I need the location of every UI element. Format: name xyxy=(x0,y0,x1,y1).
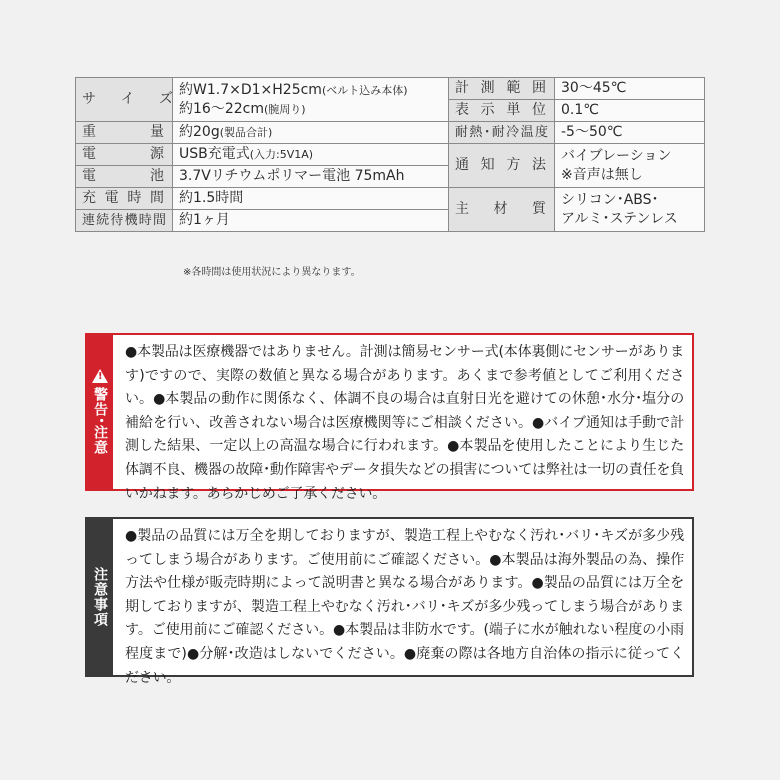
warning-title: 警告･注意 xyxy=(92,387,108,455)
heat-value: -5～50℃ xyxy=(555,122,705,144)
weight-main: 約20g xyxy=(179,124,220,140)
range-value: 30～45℃ xyxy=(555,78,705,100)
size-label: サ イ ズ xyxy=(76,78,173,122)
heat-label: 耐熱･耐冷温度 xyxy=(449,122,555,144)
weight-label: 重 量 xyxy=(76,122,173,144)
size-line2-note: (腕周り) xyxy=(263,102,306,116)
material-label: 主 材 質 xyxy=(449,188,555,232)
warning-side-label xyxy=(87,335,113,489)
notify-line2: ※音声は無し xyxy=(561,166,643,183)
material-line2: アルミ･ステンレス xyxy=(561,210,678,227)
warning-box xyxy=(85,333,694,502)
weight-value xyxy=(173,122,449,144)
spec-table xyxy=(75,77,705,232)
power-value xyxy=(173,144,449,166)
range-label: 計 測 範 囲 xyxy=(449,78,555,100)
notify-value xyxy=(555,144,705,188)
unit-label: 表 示 単 位 xyxy=(449,100,555,122)
size-line1-note: (ベルト込み本体) xyxy=(321,83,408,97)
power-note: (入力:5V1A) xyxy=(249,148,314,161)
standby-label: 連続待機時間 xyxy=(76,210,173,232)
size-value xyxy=(173,78,449,122)
power-main: USB充電式 xyxy=(179,146,250,162)
warning-text: ●本製品は医療機器ではありません。計測は簡易センサー式(本体裏側にセンサーがあります)ですので、実際の数値と異なる場合があります。あくまで参考値としてご利用ください。●本製品の動作に関係なく、体調不良の場合は直射日光を避けての休憩･水分･塩分の補給を行い、改善されない場合は医療機関等にご相談ください。●バイブ通知は手動で計測した結果、一定以上の高温な場合に行われます。●本製品を使用したことにより生じた体調不良、機器の故障･動作障害やデータ損失などの損害については弊社は一切の責任を負いかねます。あらかじめご了承ください。 xyxy=(125,344,684,502)
caution-side-label xyxy=(87,519,113,675)
weight-note: (製品合計) xyxy=(219,126,273,139)
caution-box xyxy=(85,517,694,686)
size-line2: 約16～22cm xyxy=(179,100,264,117)
power-label: 電 源 xyxy=(76,144,173,166)
notify-label: 通 知 方 法 xyxy=(449,144,555,188)
size-line1: 約W1.7×D1×H25cm xyxy=(179,81,322,98)
charge-value: 約1.5時間 xyxy=(173,188,449,210)
footnote: ※各時間は使用状況により異なります。 xyxy=(183,267,361,278)
material-line1: シリコン･ABS･ xyxy=(561,191,659,208)
charge-label: 充 電 時 間 xyxy=(76,188,173,210)
unit-value: 0.1℃ xyxy=(555,100,705,122)
material-value xyxy=(555,188,705,232)
battery-label: 電 池 xyxy=(76,166,173,188)
caution-title: 注意事項 xyxy=(92,567,108,627)
caution-text: ●製品の品質には万全を期しておりますが、製造工程上やむなく汚れ･バリ･キズが多少残ってしまう場合があります。ご使用前にご確認ください。●本製品は海外製品の為、操作方法や仕様が販売時期によって説明書と異なる場合があります。●製品の品質には万全を期しておりますが、製造工程上やむなく汚れ･バリ･キズが多少残ってしまう場合があります。ご使用前にご確認ください。●本製品は非防水です。(端子に水が触れない程度の小雨程度まで)●分解･改造はしないでください。●廃棄の際は各地方自治体の指示に従ってください。 xyxy=(125,528,684,686)
standby-value: 約1ヶ月 xyxy=(173,210,449,232)
notify-line1: バイブレーション xyxy=(561,147,672,164)
warning-triangle-icon xyxy=(92,369,108,383)
battery-value: 3.7Vリチウムポリマー電池 75mAh xyxy=(173,166,449,188)
